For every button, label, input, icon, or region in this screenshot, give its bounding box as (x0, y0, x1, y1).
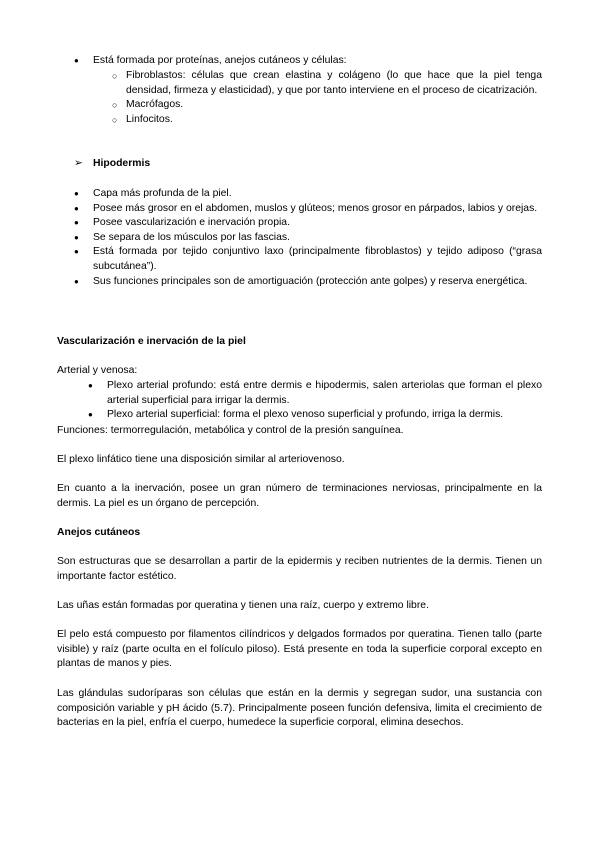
vasc-intro: Arterial y venosa: (57, 365, 138, 376)
vasc-linfatico: El plexo linfático tiene una disposición similar al arteriovenoso. (57, 454, 345, 465)
dermis-cells-list (57, 69, 542, 127)
section-heading-anejos: Anejos cutáneos (57, 527, 141, 538)
vasc-inervacion: En cuanto a la inervación, posee un gran número de terminaciones nerviosas, principalmente en la dermis. La piel es un órgano de percepción. (57, 483, 542, 509)
plexos-list (57, 379, 542, 423)
vasc-funciones: Funciones: termorregulación, metabólica y control de la presión sanguínea. (57, 425, 404, 436)
list-item: ● Capa más profunda de la piel. (57, 187, 542, 202)
list-item: ● Está formada por tejido conjuntivo laxo (principalmente fibroblastos) y tejido adiposo (“grasa subcutánea”). (57, 245, 542, 274)
section-heading-hipodermis (57, 157, 578, 172)
anejos-paragraph-2: Las uñas están formadas por queratina y tienen una raíz, cuerpo y extremo libre. (57, 600, 429, 611)
list-item: ● Posee vascularización e inervación propia. (57, 216, 542, 231)
anejos-paragraph-3: El pelo está compuesto por filamentos cilíndricos y delgados formados por queratina. Tienen tallo (parte visible) y raíz (parte oculta en el folículo piloso). Está presente en toda la superficie corporal excepto en plantas de manos y pies. (57, 629, 542, 670)
list-item: ○ Fibroblastos: células que crean elastina y colágeno (lo que hace que la piel tenga densidad, firmeza y elasticidad), y que por tanto interviene en el proceso de cicatrización. (57, 69, 542, 98)
list-item: ○ Linfocitos. (57, 113, 542, 128)
list-item: ● Posee más grosor en el abdomen, muslos y glúteos; menos grosor en párpados, labios y orejas. (57, 202, 542, 217)
list-item: ● Plexo arterial profundo: está entre dermis e hipodermis, salen arteriolas que forman el plexo arterial superficial para irrigar la dermis. (57, 379, 542, 408)
dermis-list (57, 54, 542, 69)
section-heading-vascularizacion: Vascularización e inervación de la piel (57, 336, 246, 347)
anejos-paragraph-4: Las glándulas sudoríparas son células que están en la dermis y segregan sudor, una sustancia con composición variable y pH ácido (5.7). Principalmente poseen función defensiva, limita el crecimiento de bacterias en la piel, enfría el cuerpo, humedece la superficie corporal, elimina desechos. (57, 688, 542, 729)
list-item: ○ Macrófagos. (57, 98, 542, 113)
list-item: ● Está formada por proteínas, anejos cutáneos y células: (57, 54, 542, 69)
hipodermis-list (57, 187, 542, 289)
arrow-bullet-icon: ➢ (74, 158, 83, 169)
list-item: ● Plexo arterial superficial: forma el plexo venoso superficial y profundo, irriga la dermis. (57, 408, 542, 423)
heading-text: Hipodermis (93, 158, 151, 169)
anejos-paragraph-1: Son estructuras que se desarrollan a partir de la epidermis y reciben nutrientes de la dermis. Tienen un importante factor estético. (57, 556, 542, 582)
list-item: ● Se separa de los músculos por las fascias. (57, 231, 542, 246)
list-item: ● Sus funciones principales son de amortiguación (protección ante golpes) y reserva energética. (57, 275, 542, 290)
